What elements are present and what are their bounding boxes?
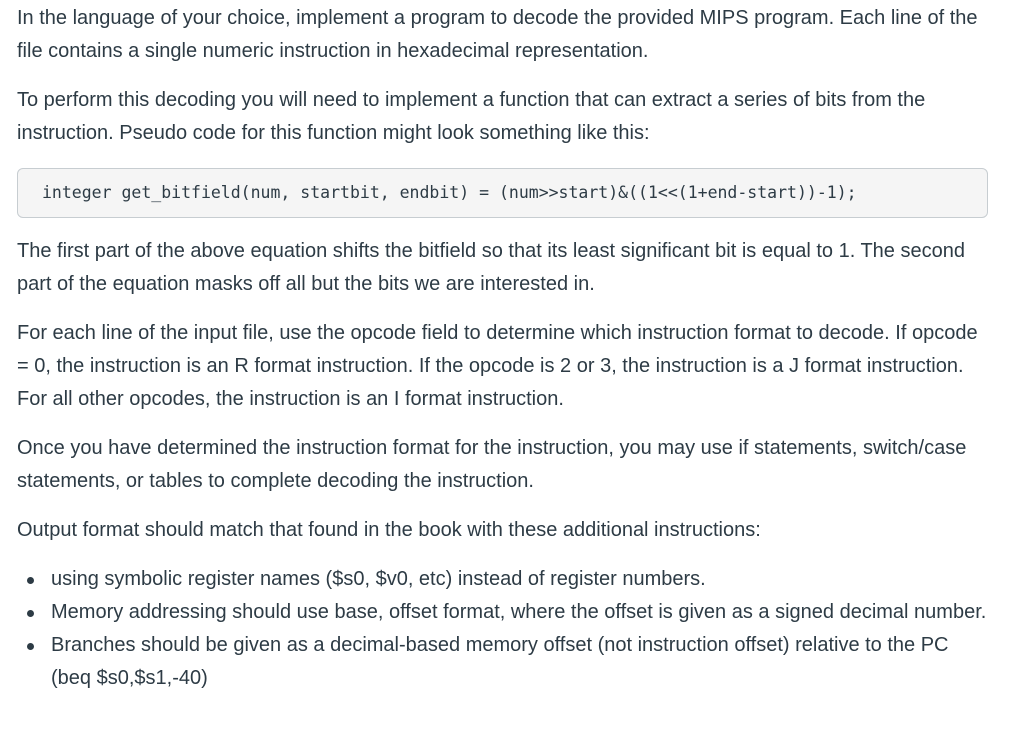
list-item: Branches should be given as a decimal-based memory offset (not instruction offset) relative to the PC (beq $s0,$s1,-40) xyxy=(51,629,988,695)
decoding-paragraph: To perform this decoding you will need to implement a function that can extract a series of bits from the instruction. Pseudo code for this function might look something like this: xyxy=(17,89,926,144)
code-block: integer get_bitfield(num, startbit, endbit) = (num>>start)&((1<<(1+end-start))-1); xyxy=(17,168,988,218)
requirements-list xyxy=(17,563,988,695)
intro-paragraph: In the language of your choice, implement a program to decode the provided MIPS program. Each line of the file contains a single numeric instruction in hexadecimal representation. xyxy=(17,7,978,62)
bitfield-explanation-paragraph: The first part of the above equation shifts the bitfield so that its least significant bit is equal to 1. The second part of the equation masks off all but the bits we are interested in. xyxy=(17,240,965,295)
opcode-paragraph: For each line of the input file, use the opcode field to determine which instruction format to decode. If opcode = 0, the instruction is an R format instruction. If the opcode is 2 or 3, the instruction is a J format instruction. For all other opcodes, the instruction is an I format instruction. xyxy=(17,322,978,410)
decoding-method-paragraph: Once you have determined the instruction format for the instruction, you may use if statements, switch/case statements, or tables to complete decoding the instruction. xyxy=(17,437,967,492)
list-item: Memory addressing should use base, offset format, where the offset is given as a signed decimal number. xyxy=(51,596,988,629)
list-item: using symbolic register names ($s0, $v0, etc) instead of register numbers. xyxy=(51,563,988,596)
output-format-paragraph: Output format should match that found in the book with these additional instructions: xyxy=(17,519,761,541)
